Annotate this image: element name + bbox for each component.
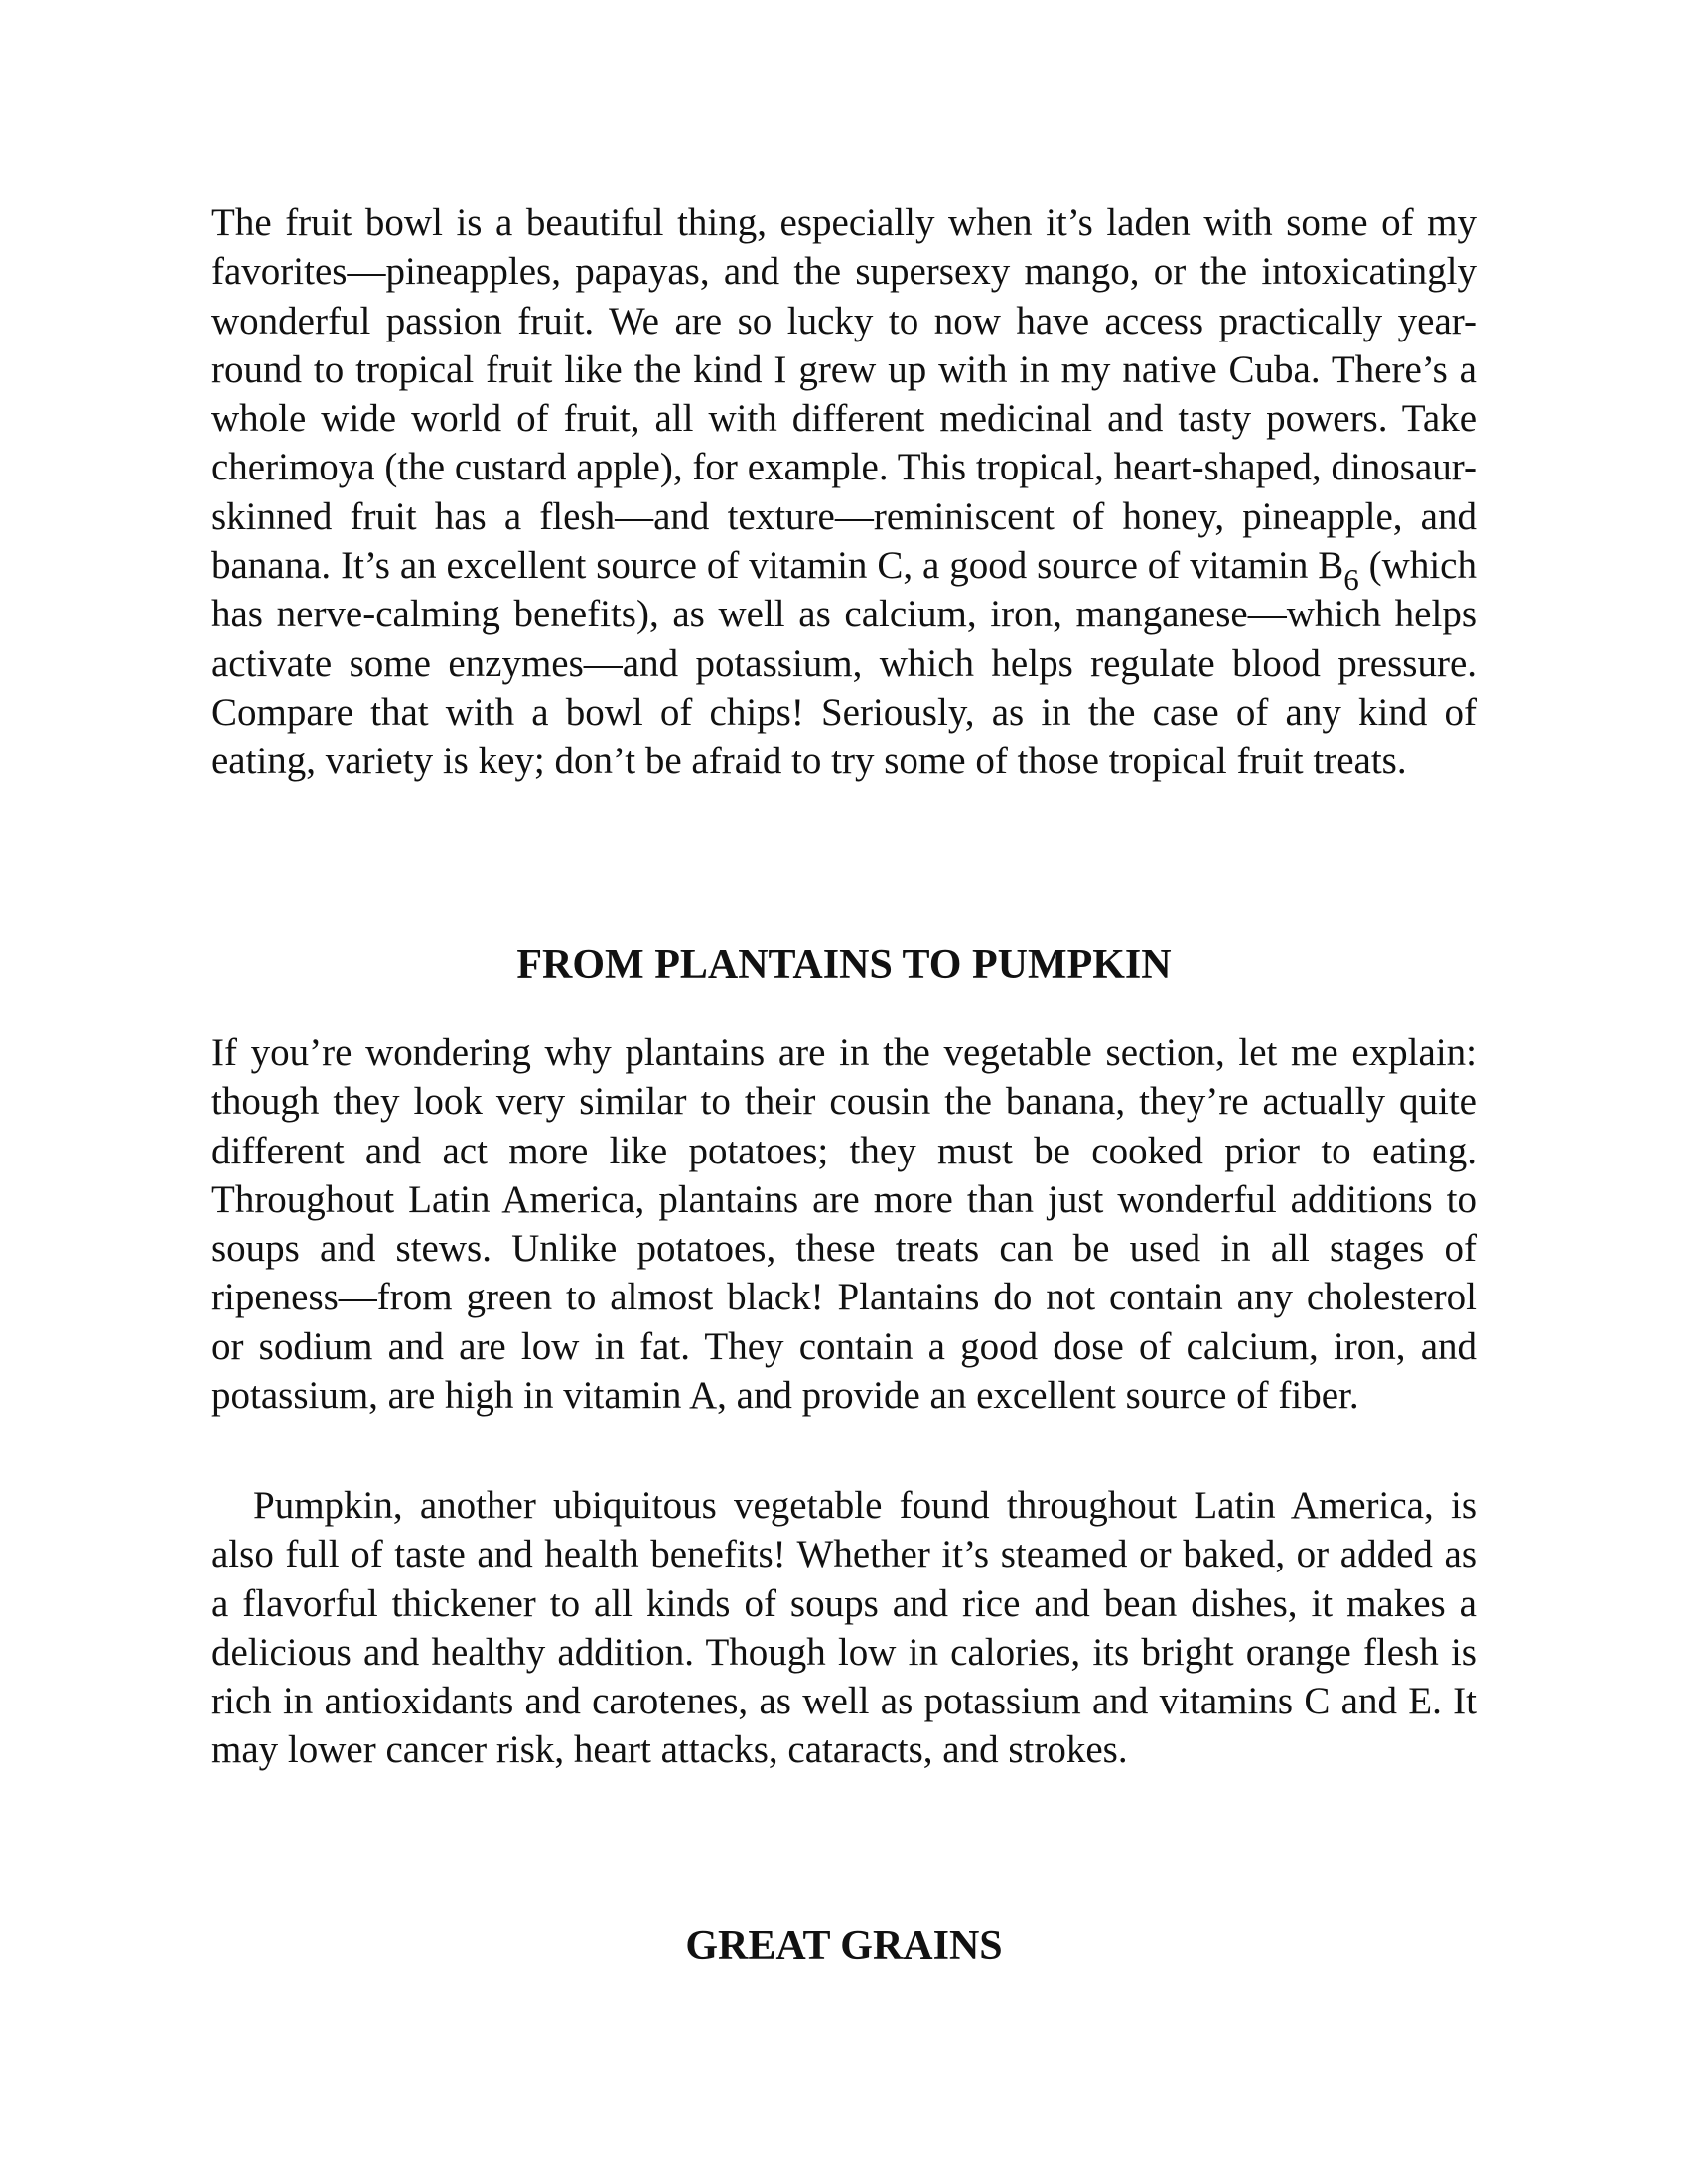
heading-plantains-to-pumpkin: FROM PLANTAINS TO PUMPKIN bbox=[516, 942, 1172, 988]
paragraph-pumpkin: Pumpkin, another ubiquitous vegetable found throughout Latin America, is also full of taste and health benefits! Whether it’s steamed or baked, or added as a flavorful thickener to all kinds of soups and rice and bean dishes, it makes a delicious and healthy addition. Though low in calories, its bright orange flesh is rich in antioxidants and carotenes, as well as potassium and vitamins C and E. It may lower cancer risk, heart attacks, cataracts, and strokes. bbox=[211, 1484, 1477, 1772]
fruit-paragraph-text: The fruit bowl is a beautiful thing, especially when it’s laden with some of my favorites—pineapples, papayas, and the supersexy mango, or the intoxicatingly wonderful passion fruit. We are so lucky to now have access practically year-round to tropical fruit like the kind I grew up with in my native Cuba. There’s a whole wide world of fruit, all with different medicinal and tasty powers. Take cherimoya (the custard apple), for example. This tropical, heart-shaped, dinosaur-skinned fruit has a flesh—and texture—reminiscent of honey, pineapple, and banana. It’s an excellent source of vitamin C, a good source of vitamin B bbox=[211, 202, 1477, 588]
paragraph-plantains: If you’re wondering why plantains are in the vegetable section, let me explain: though they look very similar to their cousin the banana, they’re actually quite different and act more like potatoes; they must be cooked prior to eating. Throughout Latin America, plantains are more than just wonderful additions to soups and stews. Unlike potatoes, these treats can be used in all stages of ripeness—from green to almost black! Plantains do not contain any cholesterol or sodium and are low in fat. They contain a good dose of calcium, iron, and potassium, are high in vitamin A, and provide an excellent source of fiber. bbox=[211, 1031, 1477, 1418]
fruit-paragraph-text-continued: (which has nerve-calming benefits), as well as calcium, iron, manganese—which helps activate some enzymes—and potassium, which helps regulate blood pressure. Compare that with a bowl of chips! Seriously, as in the case of any kind of eating, variety is key; don’t be afraid to try some of those tropical fruit treats. bbox=[211, 544, 1477, 783]
heading-great-grains: GREAT GRAINS bbox=[685, 1923, 1003, 1969]
paragraph-fruit-bowl bbox=[211, 199, 1477, 786]
subscript-six: 6 bbox=[1343, 561, 1359, 597]
